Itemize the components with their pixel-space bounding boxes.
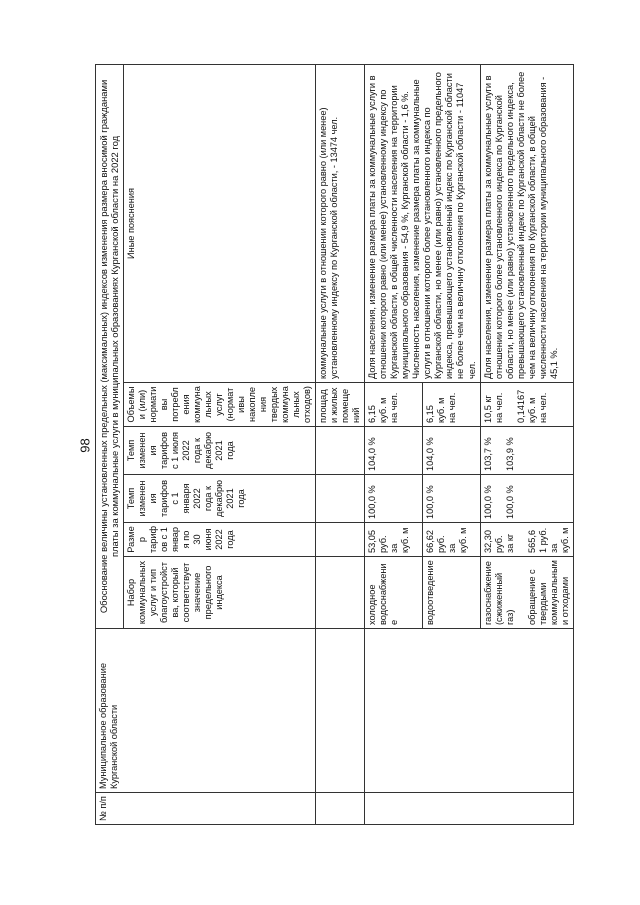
size-text: 565,61 руб. за куб. м xyxy=(526,527,570,553)
service-cell: холодное водоснабжение xyxy=(365,557,423,629)
note-text: Доля населения, изменение размера платы за коммунальные услуги в отношении которого равно (или менее) установленному индексу по Курганской области, в общей численности населения на территории муниципального образования - 54,9 %, Курганской области - 1,6 %. xyxy=(367,75,411,379)
header-rate-jul: Темп изменения тарифов с 1 июля 2022 года к декабрю 2021 года xyxy=(123,427,316,475)
table-caption: Обоснование величины установленных предельных (максимальных) индексов изменения размера вносимой гражданами платы за коммунальные услуги в муниципальных образованиях Курганской области на 2022 год xyxy=(96,64,124,628)
rate-jul-cell: 104,0 % xyxy=(365,427,423,475)
volume-cell: 6,15 куб. м на чел. xyxy=(422,383,480,427)
continued-volume: площади жилых помещений xyxy=(316,383,365,427)
rate-jan-text: 100,0 % xyxy=(504,485,515,519)
service-cell: водоотведение xyxy=(422,557,480,629)
header-row-top xyxy=(96,64,124,824)
page-number: 98 xyxy=(77,438,93,453)
size-text: 32,30 руб. за кг xyxy=(482,530,515,553)
size-cell xyxy=(480,523,573,557)
size-cell: 66,62 руб. за куб. м xyxy=(422,523,480,557)
rate-jan-cell xyxy=(480,475,573,523)
header-municipality-region: Курганской области xyxy=(109,704,120,789)
note-cell xyxy=(365,64,480,382)
table-row xyxy=(365,64,423,824)
tariff-table xyxy=(95,64,574,825)
header-municipality xyxy=(96,629,316,793)
service-text: газоснабжение (сжиженный газ) xyxy=(482,561,515,625)
rate-jan-text: 100,0 % xyxy=(482,485,493,519)
service-cell xyxy=(480,557,573,629)
volume-cell: 6,15 куб. м на чел. xyxy=(365,383,423,427)
volume-text: 0,14167 куб. м на чел. xyxy=(515,389,548,423)
rate-jul-text: 103,9 % xyxy=(504,437,515,471)
rate-jan-cell: 100,0 % xyxy=(365,475,423,523)
header-rate-jan: Темп изменения тарифов с 1 января 2022 года к декабрю 2021 года xyxy=(123,475,316,523)
note-text: Численность населения, изменение размера платы за коммунальные услуги в отношении которого более установленного индекса по Курганской области, но менее (или равно) установленного предельного индекса, превышающего установленный индекс по Курганской области не более чем на величину отклонения по Курганской области - 11047 чел. xyxy=(411,72,477,379)
rate-jul-text: 103,7 % xyxy=(482,437,493,471)
header-services: Набор коммунальных услуг и тип благоустройства, который соответствует значение предельного индекса xyxy=(123,557,316,629)
note-cell: Доля населения, изменение размера платы за коммунальные услуги в отношении которого более установленного индекса по Курганской области, но менее (или равно) установленного предельного индекса, превышающего установленный индекс по Курганской области не более чем на величину отклонения по Курганской области, в общей численности населения на территории муниципального образования - 45,1 %. xyxy=(480,64,573,382)
header-municipality-label: Муниципальное образование xyxy=(98,663,108,789)
header-num: № п/п xyxy=(96,793,316,825)
volume-text: 10,5 кг на чел. xyxy=(482,392,504,423)
continued-note: коммунальные услуги в отношении которого равно (или менее) установленному индексу по Курганской области, - 13474 чел. xyxy=(316,64,365,382)
header-volume: Объемы и (или) нормативы потребления коммунальных услуг (нормативы накопления твердых коммунальных отходов) xyxy=(123,383,316,427)
table-sheet xyxy=(95,65,615,825)
header-size: Размер тарифов с 1 января по 30 июня 2022 года xyxy=(123,523,316,557)
rate-jan-cell: 100,0 % xyxy=(422,475,480,523)
service-text: обращение с твердыми коммунальными отходами xyxy=(526,560,570,625)
rate-jul-cell xyxy=(480,427,573,475)
volume-cell xyxy=(480,383,573,427)
rate-jul-cell: 104,0 % xyxy=(422,427,480,475)
header-notes: Иные пояснения xyxy=(123,64,316,382)
continued-row xyxy=(316,64,365,824)
size-cell: 53,05 руб. за куб. м xyxy=(365,523,423,557)
